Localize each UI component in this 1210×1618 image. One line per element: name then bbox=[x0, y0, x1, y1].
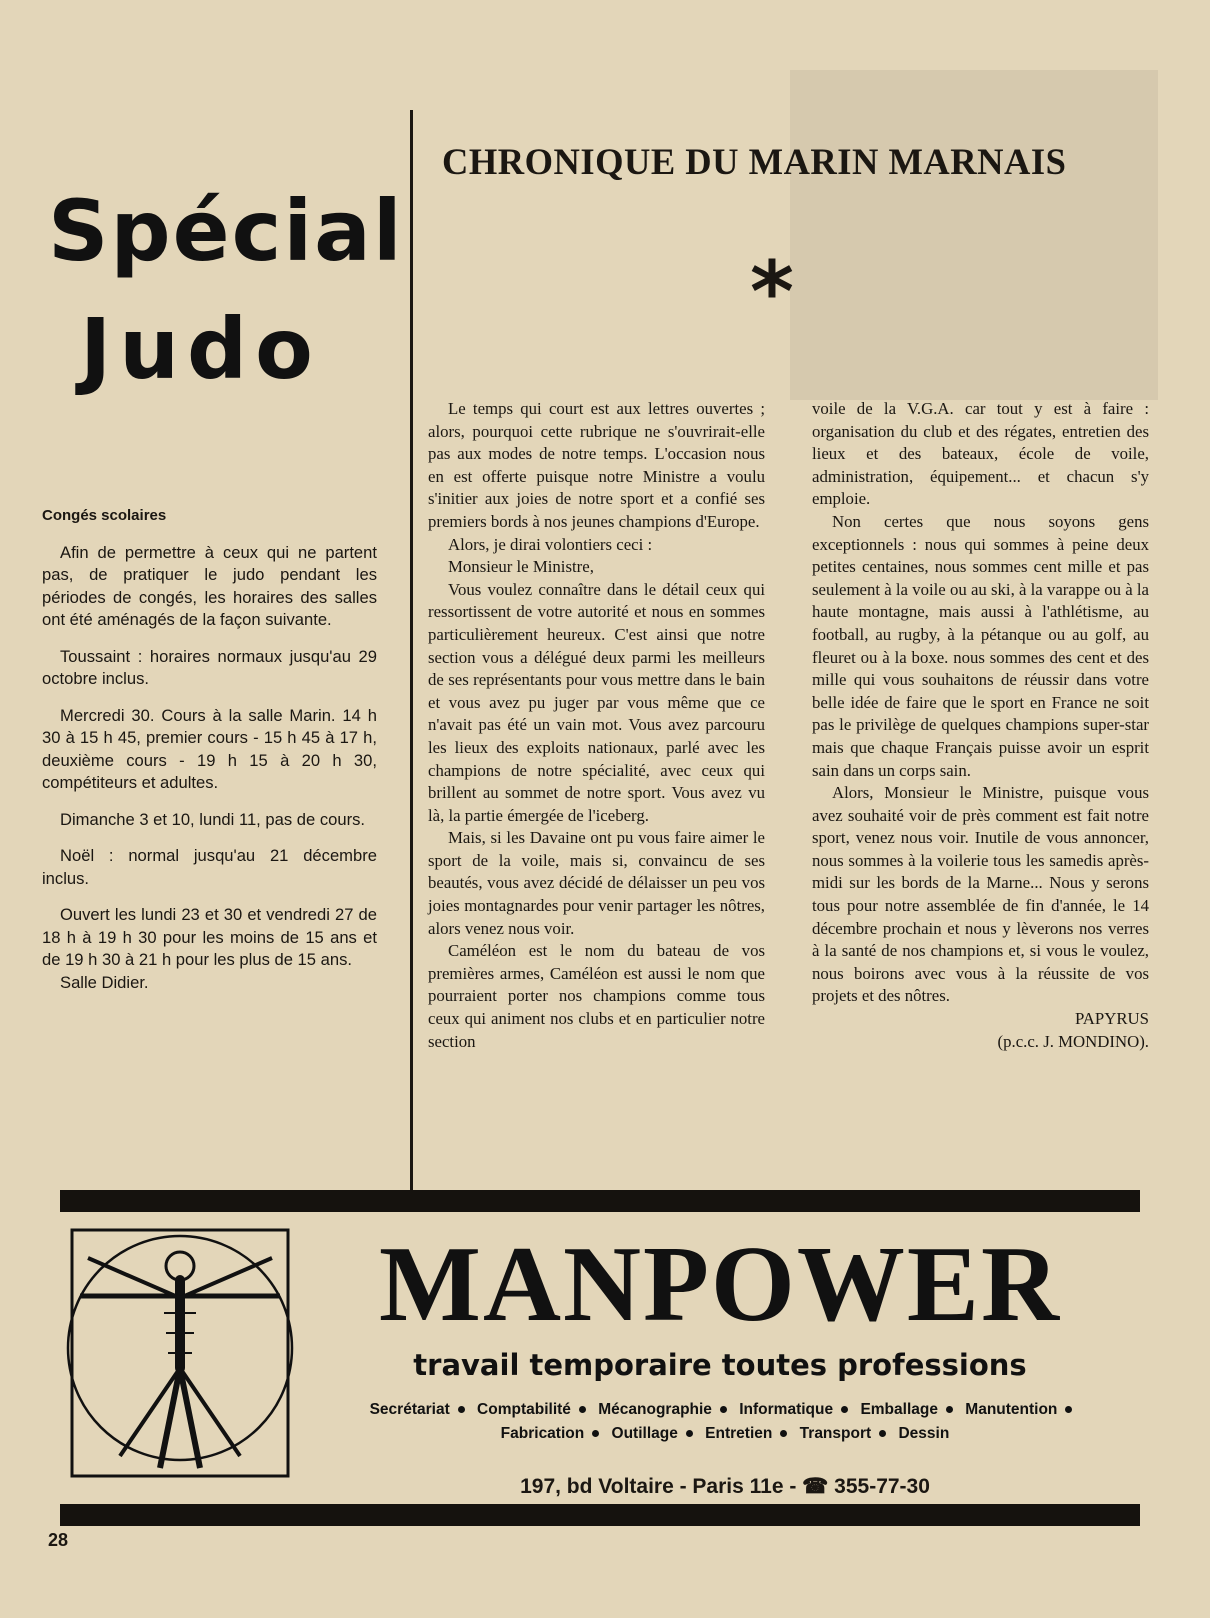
article-paragraph: Alors, je dirai volontiers ceci : bbox=[448, 534, 653, 554]
signature: PAPYRUS bbox=[1074, 1009, 1149, 1029]
bullet-icon bbox=[780, 1430, 787, 1437]
column-divider bbox=[410, 110, 413, 1190]
section-heading: Congés scolaires bbox=[42, 507, 167, 524]
judo-paragraph: Afin de permettre à ceux qui ne partent pas, de pratiquer le judo pendant les périodes de congés, les horaires des salles ont été aménagés de la façon suivante. bbox=[42, 542, 377, 629]
article-paragraph: Monsieur le Ministre, bbox=[448, 557, 594, 577]
chronique-column-2 bbox=[812, 398, 1149, 1053]
service-item: Entretien bbox=[705, 1425, 773, 1442]
service-item: Informatique bbox=[739, 1401, 834, 1418]
service-item: Transport bbox=[799, 1425, 872, 1442]
bullet-icon bbox=[879, 1430, 886, 1437]
service-item: Dessin bbox=[898, 1425, 950, 1442]
services-line-1 bbox=[310, 1398, 1140, 1422]
judo-paragraph: Ouvert les lundi 23 et 30 et vendredi 27 de 18 h à 19 h 30 pour les moins de 15 ans et de 19 h 30 à 21 h pour les plus de 15 ans. bbox=[42, 905, 377, 969]
service-item: Fabrication bbox=[500, 1425, 585, 1442]
brand-name: MANPOWER bbox=[379, 1225, 1061, 1344]
bullet-icon bbox=[1065, 1406, 1072, 1413]
bullet-icon bbox=[686, 1430, 693, 1437]
bullet-icon bbox=[458, 1406, 465, 1413]
bullet-icon bbox=[946, 1406, 953, 1413]
bullet-icon bbox=[720, 1406, 727, 1413]
article-paragraph: Mais, si les Davaine ont pu vous faire aimer le sport de la voile, mais si, convaincu de ses beautés, vous avez décidé de délaisser un peu vos joies montagnardes pour venir partager les nôtres, alors venez nous voir. bbox=[428, 828, 765, 938]
judo-paragraph: Toussaint : horaires normaux jusqu'au 29 octobre inclus. bbox=[42, 646, 377, 688]
judo-schedule-column bbox=[42, 505, 377, 1008]
title-judo: Judo bbox=[80, 300, 321, 398]
article-paragraph: Caméléon est le nom du bateau de vos premières armes, Caméléon est aussi le nom que pourraient porter nos champions comme tous ceux qui animent nos clubs et en particulier notre section bbox=[428, 941, 765, 1051]
asterisk-ornament: * bbox=[750, 243, 794, 341]
ad-bottom-bar bbox=[60, 1504, 1140, 1526]
service-item: Mécanographie bbox=[598, 1401, 712, 1418]
bullet-icon bbox=[579, 1406, 586, 1413]
bullet-icon bbox=[841, 1406, 848, 1413]
judo-paragraph: Mercredi 30. Cours à la salle Marin. 14 h 30 à 15 h 45, premier cours - 15 h 45 à 17 h, deuxième cours - 19 h 15 à 20 h 30, compétiteurs et adultes. bbox=[42, 705, 377, 792]
article-paragraph: Le temps qui court est aux lettres ouvertes ; alors, pourquoi cette rubrique ne s'ouvrirait-elle pas aux modes de notre temps. L'occasion nous en est offerte puisque notre Ministre a voulu s'initier aux joies de notre sport et a confié ses premiers bords à nos jeunes champions d'Europe. bbox=[428, 399, 765, 531]
service-item: Comptabilité bbox=[477, 1401, 571, 1418]
chronique-title: CHRONIQUE DU MARIN MARNAIS bbox=[442, 141, 1067, 182]
article-paragraph: voile de la V.G.A. car tout y est à faire : organisation du club et des régates, entretien des lieux et des bateaux, école de voile, administration, équipement... et chacun s'y emploie. bbox=[812, 399, 1149, 509]
chronique-column-1 bbox=[428, 398, 765, 1053]
services-line-2 bbox=[310, 1422, 1140, 1446]
judo-paragraph: Salle Didier. bbox=[60, 972, 149, 992]
ad-tagline: travail temporaire toutes professions bbox=[413, 1348, 1027, 1382]
judo-paragraph: Noël : normal jusqu'au 21 décembre inclus. bbox=[42, 846, 377, 888]
service-item: Outillage bbox=[611, 1425, 678, 1442]
article-paragraph: Vous voulez connaître dans le détail ceux qui ressortissent de votre autorité et nous en sommes particulièrement heureux. C'est ainsi que notre section vous a délégué deux parmi les meilleurs de ses représentants pour vous mettre dans le bain et vous avez pu juger par vous même que ce n'avait pas été un vain mot. Vous avez parcouru les lieux des exploits nationaux, parlé avec les champions de notre spécialité, avec ceux qui brillent au sommet de notre sport. Vous avez vu là, la partie émergée de l'iceberg. bbox=[428, 579, 765, 825]
signature-note: (p.c.c. J. MONDINO). bbox=[997, 1031, 1149, 1051]
service-item: Manutention bbox=[965, 1401, 1058, 1418]
title-special: Spécial bbox=[48, 182, 404, 280]
ad-top-bar bbox=[60, 1190, 1140, 1212]
vitruvian-man-icon bbox=[60, 1218, 300, 1488]
article-paragraph: Alors, Monsieur le Ministre, puisque vous avez souhaité voir de près comment est fait notre sport, venez nous voir. Inutile de vous annoncer, nous sommes à la voilerie tous les samedis après-midi sur les bords de la Marne... Nous y serons tous pour notre assemblée de fin d'année, le 14 décembre prochain et nous y lèverons nos verres à la santé de nos champions et, si vous le voulez, nous boirons avec vous à la réussite de vos projets et des nôtres. bbox=[812, 783, 1149, 1006]
page-number: 28 bbox=[48, 1530, 69, 1550]
article-paragraph: Non certes que nous soyons gens exceptionnels : nous qui sommes à peine deux petites centaines, nous sommes cent mille et pas seulement à la voile ou au ski, à la varappe ou à la haute montagne, mais aussi à l'athlétisme, au football, au rugby, à la pétanque ou au golf, au fleuret ou à la boxe. nous sommes des cent et des mille qui vous souhaitons de réussir dans votre belle idée de faire que le sport en France ne soit pas le privilège de quelques champions super-star mais que chaque Français puisse avoir un esprit sain dans un corps sain. bbox=[812, 511, 1149, 780]
judo-paragraph: Dimanche 3 et 10, lundi 11, pas de cours. bbox=[60, 809, 366, 829]
show-through-photo bbox=[790, 70, 1158, 400]
service-item: Secrétariat bbox=[369, 1401, 450, 1418]
ad-address: 197, bd Voltaire - Paris 11e - ☎ 355-77-30 bbox=[520, 1475, 930, 1498]
bullet-icon bbox=[592, 1430, 599, 1437]
services-list bbox=[310, 1398, 1140, 1446]
service-item: Emballage bbox=[860, 1401, 938, 1418]
manpower-ad bbox=[60, 1218, 1140, 1510]
